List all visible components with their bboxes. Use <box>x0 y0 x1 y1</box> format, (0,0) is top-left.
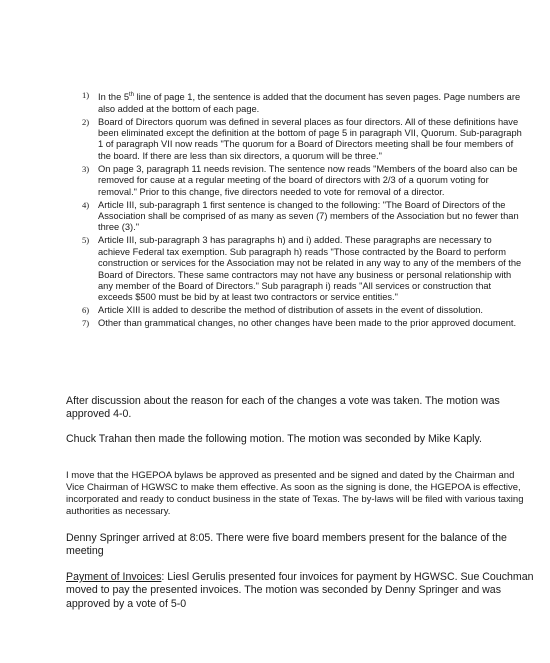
list-item-text: Article III, sub-paragraph 1 first sentence is changed to the following: "The Board of Directors of the Association shall be comprised of as many as seven (7) members of the Association but no fewer than three (3)." <box>98 199 519 233</box>
list-item <box>82 164 522 198</box>
vote-paragraph: After discussion about the reason for each of the changes a vote was taken. The motion was approved 4-0. <box>66 395 500 421</box>
list-item-number: 1) <box>82 90 90 100</box>
list-item-number: 6) <box>82 305 90 316</box>
invoices-paragraph <box>66 571 534 611</box>
list-item-number: 3) <box>82 163 90 174</box>
bylaw-changes-list <box>82 90 522 331</box>
list-item-text: Board of Directors quorum was defined in several places as four directors. All of these definitions have been eliminated except the definition at the bottom of page 5 in paragraph VII, Quorum. Sub-paragraph 1 of paragraph VII now reads "The quorum for a Board of Directors meeting shall be four members of the board. If there are less than six directors, a quorum will be three." <box>98 116 522 161</box>
list-item-text: Article XIII is added to describe the method of distribution of assets in the event of dissolution. <box>98 305 484 316</box>
list-item <box>82 200 522 234</box>
arrival-paragraph: Denny Springer arrived at 8:05. There were five board members present for the balance of the meeting <box>66 532 507 558</box>
list-item-number: 4) <box>82 199 90 210</box>
list-item <box>82 90 522 115</box>
list-item <box>82 305 522 316</box>
invoices-heading: Payment of Invoices <box>66 571 162 583</box>
list-item <box>82 318 522 329</box>
list-item-number: 2) <box>82 116 90 127</box>
list-item-text: In the 5th line of page 1, the sentence is added that the document has seven pages. Page numbers are also added at the bottom of each page. <box>98 92 521 114</box>
list-item <box>82 235 522 303</box>
list-item-number: 5) <box>82 235 90 246</box>
list-item <box>82 117 522 163</box>
motion-paragraph: Chuck Trahan then made the following motion. The motion was seconded by Mike Kaply. <box>66 433 482 445</box>
invoices-text: : Liesl Gerulis presented four invoices for payment by HGWSC. Sue Couchman moved to pay the presented invoices. The motion was seconded by Denny Springer and was approved by a vote of 5-0 <box>66 571 534 610</box>
resolution-paragraph: I move that the HGEPOA bylaws be approved as presented and be signed and dated by the Chairman and Vice Chairman of HGWSC to make them effective. As soon as the signing is done, the HGEPOA is effective, incorporated and ready to conduct business in the state of Texas. The by-laws will be filed with various taxing authorities as necessary. <box>66 470 524 517</box>
list-item-text: Other than grammatical changes, no other changes have been made to the prior approved document. <box>98 318 517 329</box>
list-item-text: Article III, sub-paragraph 3 has paragraphs h) and i) added. These paragraphs are necessary to achieve Federal tax exemption. Sub paragraph h) reads "Those contracted by the Board to perform construction or services for the Association may not be related in any way to any of the members of the Board of Directors. These same contractors may not have any business or personal relationship with any member of the Board of Directors." Sub paragraph i) reads "All services or construction that exceeds $500 must be bid by at least two contractors or service entities." <box>98 235 522 303</box>
list-item-number: 7) <box>82 318 90 329</box>
list-item-text: On page 3, paragraph 11 needs revision. The sentence now reads "Members of the board also can be removed for cause at a regular meeting of the board of directors with 2/3 of a quorum voting for removal." Prior to this change, five directors needed to vote for removal of a director. <box>98 163 518 197</box>
